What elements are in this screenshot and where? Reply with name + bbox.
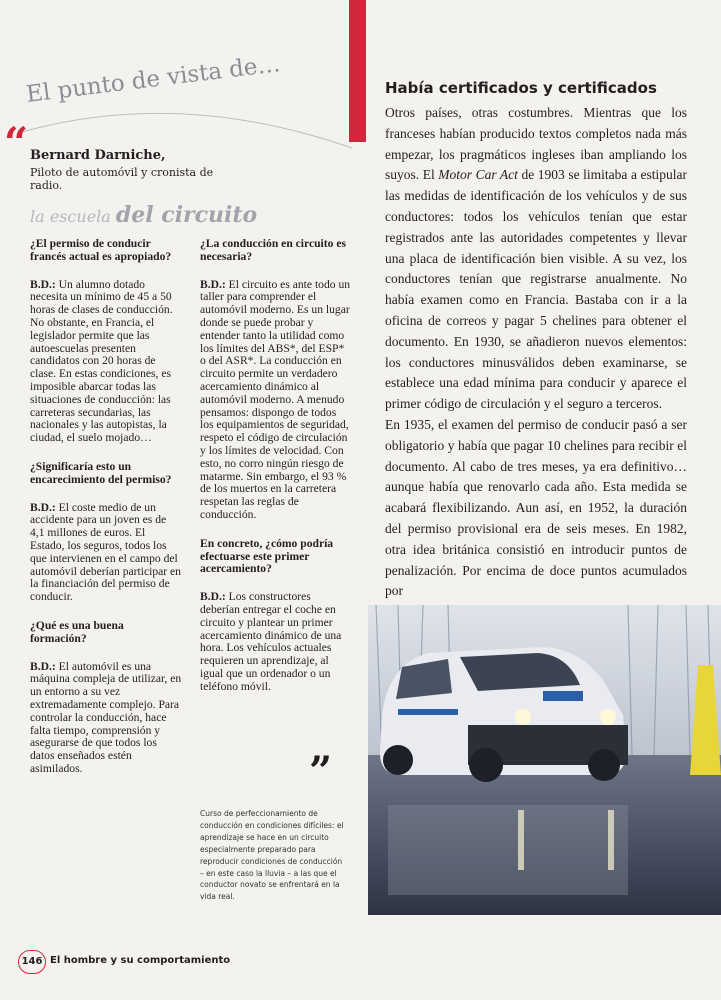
author-role: Piloto de automóvil y cronista de radio. — [30, 166, 214, 192]
answer-text: El automóvil es una máquina compleja de utilizar, en un entorno a su vez extremadamente complejo. Para controlar la conducción, hace falta tiempo, comprensión y asegurarse de que todos los datos enseñados estén asimilados. — [30, 659, 182, 775]
answer — [30, 279, 182, 445]
subtitle-bold: del circuito — [115, 202, 258, 228]
answer-text: El coste medio de un accidente para un joven es de 4,1 millones de euros. El Estado, los seguros, todos los que intervienen en el campo del automóvil deberían participar en la financiación del permiso de conducir. — [30, 500, 181, 604]
paragraph-text: de 1903 se limitaba a estipular las medidas de identificación de los vehículos y de sus conductores: todos los vehículos tenían que estar registrados ante las autoridades competentes y llevar una placa de identificación bien visible. A su vez, los conductores tenían que registrarse anualmente. No había examen como en Francia. Bastaba con ir a la oficina de correos y pagar 5 chelines para obtener el documento. En 1930, se añadieron nuevos elementos: los conductores minusválidos deben examinarse, se establece una edad mínima para conducir y aparece el primer código de circulación y el seguro a terceros. — [385, 167, 687, 412]
question: ¿El permiso de conducir francés actual es apropiado? — [30, 237, 172, 263]
article-body — [385, 103, 687, 602]
answer-text: Un alumno dotado necesita un mínimo de 45 a 50 horas de clases de conducción. No obstante, en Francia, el legislador permite que las autoescuelas presenten candidatos con 20 horas de clase. En estas condiciones, es imposible abarcar todas las situaciones de conducción: las carreteras secundarias, las nacionales y las autopistas, la ciudad, el suelo mojado… — [30, 277, 173, 445]
question: ¿Qué es una buena formación? — [30, 618, 124, 645]
answer-text: Los constructores deberían entregar el coche en circuito y plantear un primer acercamiento dinámico de una hora. Los vehículos actuales requieren un aprendizaje, al igual que un ordenador o un teléfono móvil. — [200, 590, 342, 693]
section-subtitle — [30, 202, 257, 228]
answer-label: B.D.: — [200, 590, 226, 604]
open-quote-mark: “ — [4, 118, 29, 167]
sidebar-heading: El punto de vista de… — [24, 51, 282, 108]
close-quote-mark: ” — [309, 748, 333, 795]
answer — [200, 591, 352, 693]
article-paragraph: En 1935, el examen del permiso de conducir pasó a ser obligatorio y había que pagar 10 chelines para recibir el documento. Al cabo de tres meses, ya era definitivo… aunque había que renovarlo cada año. Esta medida se acabará flexibilizando. Aun así, en 1952, la duración del permiso provisional era de seis meses. En 1982, otra idea británica consistió en introducir puntos de penalización. Por encima de doce puntos acumulados por — [385, 416, 687, 599]
answer — [200, 279, 352, 522]
question: ¿Significaría esto un encarecimiento del permiso? — [30, 459, 172, 486]
answer-label: B.D.: — [30, 500, 56, 514]
answer-label: B.D.: — [30, 277, 56, 291]
question: ¿La conducción en circuito es necesaria? — [200, 237, 346, 263]
interview-column-middle — [200, 238, 352, 710]
interview-column-left — [30, 238, 182, 792]
article-title: Había certificados y certificados — [385, 79, 657, 97]
article-paragraph — [385, 103, 687, 415]
page-number: 146 — [18, 950, 46, 974]
answer-label: B.D.: — [200, 277, 226, 291]
question: En concreto, ¿cómo podría efectuarse este primer acercamiento? — [200, 536, 334, 576]
car-on-wet-track-photo — [368, 605, 721, 915]
answer — [30, 661, 182, 776]
answer-text: El circuito es ante todo un taller para comprender el automóvil moderno. Es un lugar donde se puede probar y entender tanto la utilidad como los límites del ABS*, del ESP* o del ASR*. La conducción en circuito permite un verdadero acercamiento dinámico al automóvil moderno. A menudo pensamos: dispongo de todos los equipamientos de seguridad, respeto el código de circulación y los límites de velocidad. Con esto, no corro ningún riesgo de matarme. Sin embargo, el 93 % de los muertos en la carretera respetan las reglas de conducción. — [200, 277, 351, 521]
answer — [30, 502, 182, 604]
answer-label: B.D.: — [30, 659, 56, 673]
running-footer: El hombre y su comportamiento — [50, 955, 231, 966]
author-name: Bernard Darniche, — [30, 148, 166, 163]
act-name: Motor Car Act — [438, 167, 518, 183]
subtitle-light: la escuela — [30, 207, 111, 226]
paragraph-text: Otros países, otras costumbres. Mientras que los franceses habían producido textos completos nada más empezar, los pragmáticos ingleses iban ampliando los suyos. El — [385, 105, 687, 183]
photo-caption: Curso de perfeccionamiento de conducción en condiciones difíciles: el aprendizaje se hace en un circuito especialmente preparado para reproducir condiciones de conducción – en este caso la lluvia – a las que el conductor novato se enfrentará en la vida real. — [200, 809, 344, 902]
